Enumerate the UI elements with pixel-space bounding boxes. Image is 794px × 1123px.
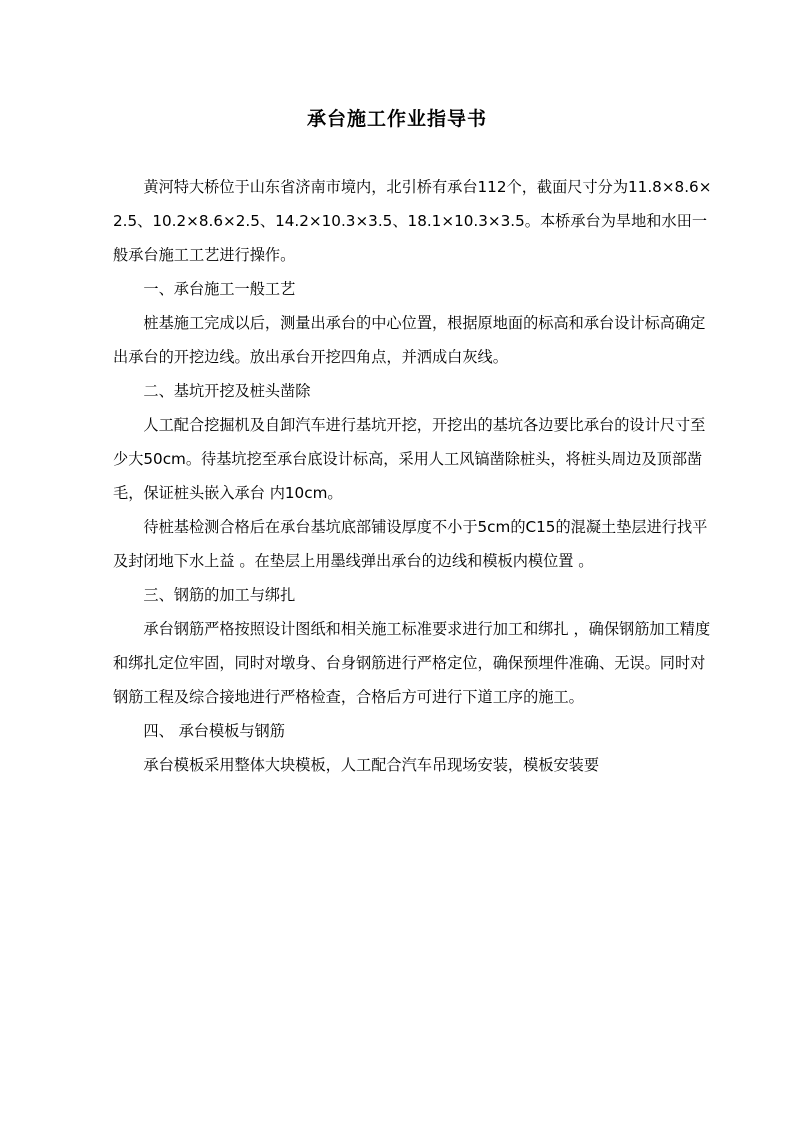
document-body <box>113 170 715 782</box>
section-heading-1: 一、承台施工一般工艺 <box>143 280 296 298</box>
section-heading-2: 二、基坑开挖及桩头凿除 <box>143 382 311 400</box>
paragraph-section-4: 承台模板采用整体大块模板，人工配合汽车吊现场安装，模板安装要 <box>143 756 600 774</box>
section-heading-4: 四、 承台模板与钢筋 <box>143 722 285 740</box>
paragraph-section-2b: 待桩基检测合格后在承台基坑底部铺设厚度不小于5cm的C15的混凝土垫层进行找平及封闭地下水上益 。在垫层上用墨线弹出承台的边线和模板内模位置 。 <box>113 518 708 570</box>
paragraph-section-2a: 人工配合挖掘机及自卸汽车进行基坑开挖，开挖出的基坑各边要比承台的设计尺寸至少大50cm。待基坑挖至承台底设计标高，采用人工风镐凿除桩头，将桩头周边及顶部凿毛，保证桩头嵌入承台 内10cm。 <box>113 416 706 502</box>
paragraph-section-3: 承台钢筋严格按照设计图纸和相关施工标准要求进行加工和绑扎 ，确保钢筋加工精度和绑扎定位牢固，同时对墩身、台身钢筋进行严格定位，确保预埋件准确、无误。同时对钢筋工程及综合接地进行严格检查，合格后方可进行下道工序的施工。 <box>113 620 711 706</box>
document-title: 承台施工作业指导书 <box>306 108 487 130</box>
paragraph-intro: 黄河特大桥位于山东省济南市境内，北引桥有承台112个，截面尺寸分为11.8×8.6×2.5、10.2×8.6×2.5、14.2×10.3×3.5、18.1×10.3×3.5。本桥承台为旱地和水田一般承台施工工艺进行操作。 <box>113 178 712 264</box>
section-heading-3: 三、钢筋的加工与绑扎 <box>143 586 296 604</box>
paragraph-section-1: 桩基施工完成以后，测量出承台的中心位置，根据原地面的标高和承台设计标高确定出承台的开挖边线。放出承台开挖四角点，并洒成白灰线。 <box>113 314 706 366</box>
